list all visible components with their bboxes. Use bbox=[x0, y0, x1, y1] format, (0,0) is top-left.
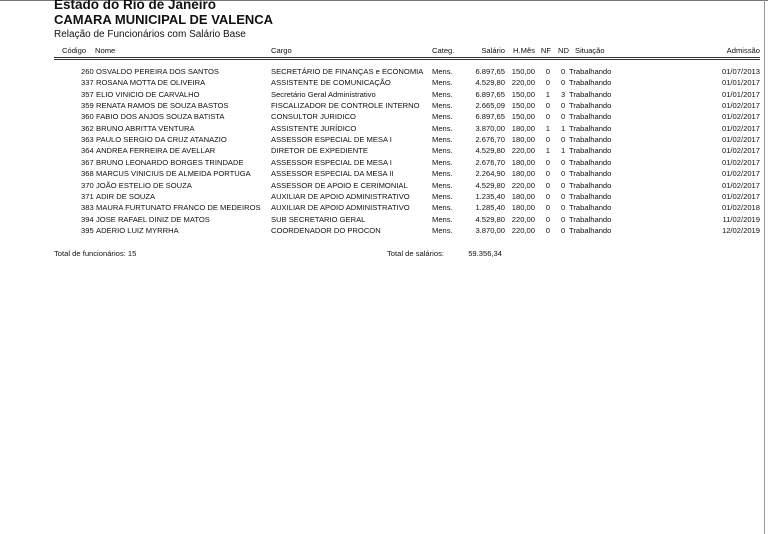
employee-nf: 0 bbox=[545, 135, 550, 145]
employee-categ: Mens. bbox=[432, 214, 453, 224]
col-nf: NF bbox=[540, 46, 551, 55]
employee-code: 370 bbox=[81, 180, 94, 190]
employee-situacao: Trabalhando bbox=[569, 101, 612, 111]
employee-hmes: 180,00 bbox=[511, 169, 535, 179]
employee-code: 362 bbox=[81, 123, 94, 133]
employee-situacao: Trabalhando bbox=[569, 78, 612, 88]
employee-nd: 0 bbox=[561, 225, 566, 235]
employee-nf: 1 bbox=[545, 146, 550, 156]
employee-hmes: 220,00 bbox=[511, 146, 535, 156]
employee-categ: Mens. bbox=[432, 101, 453, 111]
employee-code: 394 bbox=[81, 214, 94, 224]
employee-salario: 2.676,70 bbox=[475, 135, 505, 145]
employee-situacao: Trabalhando bbox=[569, 157, 612, 167]
employee-name: OSVALDO PEREIRA DOS SANTOS bbox=[96, 67, 219, 76]
employee-name: BRUNO LEONARDO BORGES TRINDADE bbox=[96, 157, 244, 167]
employee-name: ANDREA FERREIRA DE AVELLAR bbox=[96, 146, 216, 156]
employee-salario: 2.665,09 bbox=[475, 101, 505, 111]
employee-nd: 0 bbox=[561, 180, 566, 190]
employee-name: BRUNO ABRITTA VENTURA bbox=[96, 123, 195, 133]
employee-categ: Mens. bbox=[432, 225, 453, 235]
employee-hmes: 150,00 bbox=[511, 101, 535, 111]
employee-code: 357 bbox=[81, 89, 94, 99]
employee-admissao: 01/02/2017 bbox=[721, 191, 760, 201]
employee-admissao: 01/01/2017 bbox=[721, 78, 760, 88]
table-row bbox=[0, 89, 768, 101]
col-admissao: Admissão bbox=[726, 46, 760, 55]
employee-situacao: Trabalhando bbox=[569, 89, 612, 99]
table-row bbox=[0, 145, 768, 157]
employee-salario: 6.897,65 bbox=[475, 67, 505, 76]
employee-cargo: AUXILIAR DE APOIO ADMINISTRATIVO bbox=[271, 191, 410, 201]
employee-nf: 0 bbox=[545, 225, 550, 235]
employee-admissao: 01/01/2017 bbox=[721, 89, 760, 99]
employee-salario: 4.529,80 bbox=[475, 78, 505, 88]
employee-nd: 0 bbox=[561, 157, 566, 167]
employee-categ: Mens. bbox=[432, 135, 453, 145]
employee-nf: 1 bbox=[545, 89, 550, 99]
employee-nf: 0 bbox=[545, 180, 550, 190]
table-row bbox=[0, 157, 768, 169]
employee-hmes: 180,00 bbox=[511, 135, 535, 145]
employee-cargo: ASSESSOR ESPECIAL DE MESA I bbox=[271, 135, 392, 145]
employee-nf: 0 bbox=[545, 191, 550, 201]
employee-situacao: Trabalhando bbox=[569, 203, 612, 213]
employee-cargo: AUXILIAR DE APOIO ADMINISTRATIVO bbox=[271, 203, 410, 213]
employee-cargo: ASSESSOR ESPECIAL DA MESA II bbox=[271, 169, 394, 179]
employee-cargo: ASSESSOR DE APOIO E CERIMONIAL bbox=[271, 180, 408, 190]
employee-categ: Mens. bbox=[432, 169, 453, 179]
employee-situacao: Trabalhando bbox=[569, 67, 612, 76]
employee-nf: 0 bbox=[545, 101, 550, 111]
employee-name: MAURA FURTUNATO FRANCO DE MEDEIROS bbox=[96, 203, 261, 213]
table-row bbox=[0, 191, 768, 203]
employee-nd: 1 bbox=[561, 146, 566, 156]
employee-situacao: Trabalhando bbox=[569, 214, 612, 224]
employee-nf: 0 bbox=[545, 214, 550, 224]
employee-name: RENATA RAMOS DE SOUZA BASTOS bbox=[96, 101, 229, 111]
employee-situacao: Trabalhando bbox=[569, 135, 612, 145]
employee-categ: Mens. bbox=[432, 191, 453, 201]
employee-categ: Mens. bbox=[432, 180, 453, 190]
table-row bbox=[0, 100, 768, 112]
employee-code: 367 bbox=[81, 157, 94, 167]
employee-hmes: 180,00 bbox=[511, 157, 535, 167]
employee-nd: 0 bbox=[561, 101, 566, 111]
employee-admissao: 01/02/2018 bbox=[721, 203, 760, 213]
employee-situacao: Trabalhando bbox=[569, 191, 612, 201]
employee-cargo: Secretário Geral Administrativo bbox=[271, 89, 376, 99]
table-row bbox=[0, 202, 768, 214]
employee-code: 360 bbox=[81, 112, 94, 122]
employee-admissao: 12/02/2019 bbox=[721, 225, 760, 235]
employee-nd: 0 bbox=[561, 169, 566, 179]
employee-salario: 3.870,00 bbox=[475, 123, 505, 133]
table-row bbox=[0, 134, 768, 146]
col-salario: Salário bbox=[481, 46, 505, 55]
employee-hmes: 220,00 bbox=[511, 78, 535, 88]
employee-salario: 1.285,40 bbox=[475, 203, 505, 213]
employee-hmes: 150,00 bbox=[511, 89, 535, 99]
employee-nd: 0 bbox=[561, 203, 566, 213]
employee-cargo: ASSISTENTE JURÍDICO bbox=[271, 123, 357, 133]
employee-hmes: 180,00 bbox=[511, 191, 535, 201]
employee-nd: 0 bbox=[561, 112, 566, 122]
employee-admissao: 01/02/2017 bbox=[721, 157, 760, 167]
employee-hmes: 180,00 bbox=[511, 203, 535, 213]
employee-salario: 4.529,80 bbox=[475, 214, 505, 224]
col-cargo: Cargo bbox=[271, 46, 292, 55]
employee-name: JOSE RAFAEL DINIZ DE MATOS bbox=[96, 214, 210, 224]
table-row bbox=[0, 111, 768, 123]
report-footer bbox=[0, 248, 768, 260]
employee-cargo: ASSESSOR ESPECIAL DE MESA I bbox=[271, 157, 392, 167]
total-salary-label: Total de salários: bbox=[387, 249, 444, 258]
employee-code: 395 bbox=[81, 225, 94, 235]
employee-hmes: 180,00 bbox=[511, 123, 535, 133]
employee-name: ROSANA MOTTA DE OLIVEIRA bbox=[96, 78, 206, 88]
employee-nf: 0 bbox=[545, 112, 550, 122]
employee-salario: 2.676,70 bbox=[475, 157, 505, 167]
employee-nd: 0 bbox=[561, 67, 566, 76]
col-nome: Nome bbox=[95, 46, 116, 55]
employee-code: 371 bbox=[81, 191, 94, 201]
organization-heading: CAMARA MUNICIPAL DE VALENCA bbox=[54, 12, 274, 27]
employee-admissao: 01/02/2017 bbox=[721, 135, 760, 145]
employee-admissao: 01/02/2017 bbox=[721, 146, 760, 156]
employee-code: 260 bbox=[81, 67, 94, 76]
employee-categ: Mens. bbox=[432, 146, 453, 156]
employee-nf: 0 bbox=[545, 169, 550, 179]
employee-code: 364 bbox=[81, 146, 94, 156]
total-salary-value: 59.356,34 bbox=[468, 249, 502, 258]
employee-name: ELIO VINICIO DE CARVALHO bbox=[96, 89, 200, 99]
employee-nd: 1 bbox=[561, 123, 566, 133]
table-row bbox=[0, 180, 768, 192]
employee-situacao: Trabalhando bbox=[569, 123, 612, 133]
employee-salario: 4.529,80 bbox=[475, 146, 505, 156]
employee-admissao: 01/02/2017 bbox=[721, 101, 760, 111]
employee-hmes: 220,00 bbox=[511, 214, 535, 224]
employee-nd: 3 bbox=[561, 89, 566, 99]
header-rule-top bbox=[54, 57, 760, 58]
header-rule-bottom bbox=[54, 59, 760, 60]
employee-cargo: CONSULTOR JURIDICO bbox=[271, 112, 356, 122]
employee-admissao: 01/02/2017 bbox=[721, 123, 760, 133]
employee-code: 363 bbox=[81, 135, 94, 145]
employee-cargo: FISCALIZADOR DE CONTROLE INTERNO bbox=[271, 101, 420, 111]
employee-name: ADERIO LUIZ MYRRHA bbox=[96, 225, 179, 235]
table-row bbox=[0, 225, 768, 237]
table-row bbox=[0, 214, 768, 226]
employee-categ: Mens. bbox=[432, 78, 453, 88]
col-hmes: H.Mês bbox=[513, 46, 535, 55]
employee-nd: 0 bbox=[561, 214, 566, 224]
employee-name: FABIO DOS ANJOS SOUZA BATISTA bbox=[96, 112, 225, 122]
table-row bbox=[0, 168, 768, 180]
employee-hmes: 150,00 bbox=[511, 112, 535, 122]
report-title: Relação de Funcionários com Salário Base bbox=[54, 29, 246, 40]
table-header bbox=[0, 45, 768, 57]
employee-admissao: 01/02/2017 bbox=[721, 169, 760, 179]
employee-nd: 0 bbox=[561, 135, 566, 145]
employee-name: PAULO SERGIO DA CRUZ ATANAZIO bbox=[96, 135, 227, 145]
employee-nd: 0 bbox=[561, 78, 566, 88]
employee-situacao: Trabalhando bbox=[569, 146, 612, 156]
employee-hmes: 220,00 bbox=[511, 225, 535, 235]
employee-salario: 6.897,65 bbox=[475, 89, 505, 99]
employee-nf: 0 bbox=[545, 78, 550, 88]
employee-nf: 0 bbox=[545, 203, 550, 213]
employee-salario: 4.529,80 bbox=[475, 180, 505, 190]
employee-situacao: Trabalhando bbox=[569, 112, 612, 122]
employee-salario: 6.897,65 bbox=[475, 112, 505, 122]
employee-nf: 1 bbox=[545, 123, 550, 133]
employee-cargo: SUB SECRETARIO GERAL bbox=[271, 214, 366, 224]
employee-name: JOÃO ESTELIO DE SOUZA bbox=[96, 180, 192, 190]
employee-categ: Mens. bbox=[432, 157, 453, 167]
state-heading: Estado do Rio de Janeiro bbox=[54, 0, 217, 12]
col-situacao: Situação bbox=[575, 46, 605, 55]
employee-name: ADIR DE SOUZA bbox=[96, 191, 156, 201]
employee-code: 383 bbox=[81, 203, 94, 213]
employee-categ: Mens. bbox=[432, 67, 453, 76]
col-codigo: Código bbox=[62, 46, 87, 55]
employee-code: 359 bbox=[81, 101, 94, 111]
employee-cargo: COORDENADOR DO PROCON bbox=[271, 225, 381, 235]
employee-admissao: 01/02/2017 bbox=[721, 180, 760, 190]
employee-categ: Mens. bbox=[432, 89, 453, 99]
col-nd: ND bbox=[558, 46, 569, 55]
employee-cargo: ASSISTENTE DE COMUNICAÇÃO bbox=[271, 78, 391, 88]
table-row bbox=[0, 123, 768, 135]
employee-categ: Mens. bbox=[432, 123, 453, 133]
employee-salario: 1.235,40 bbox=[475, 191, 505, 201]
col-categ: Categ. bbox=[432, 46, 455, 55]
employee-salario: 2.264,90 bbox=[475, 169, 505, 179]
employee-situacao: Trabalhando bbox=[569, 180, 612, 190]
employee-hmes: 220,00 bbox=[511, 180, 535, 190]
employee-admissao: 01/02/2017 bbox=[721, 112, 760, 122]
employee-admissao: 11/02/2019 bbox=[722, 214, 760, 224]
table-row bbox=[0, 66, 768, 78]
employee-situacao: Trabalhando bbox=[569, 169, 612, 179]
employee-salario: 3.870,00 bbox=[475, 225, 505, 235]
employee-code: 337 bbox=[81, 78, 94, 88]
employee-nd: 0 bbox=[561, 191, 566, 201]
employee-categ: Mens. bbox=[432, 203, 453, 213]
employee-code: 368 bbox=[81, 169, 94, 179]
employee-situacao: Trabalhando bbox=[569, 225, 612, 235]
employee-hmes: 150,00 bbox=[511, 67, 535, 76]
employee-categ: Mens. bbox=[432, 112, 453, 122]
table-row bbox=[0, 77, 768, 89]
employee-cargo: SECRETÁRIO DE FINANÇAS e ECONOMIA bbox=[271, 67, 424, 76]
total-employees-label: Total de funcionários: 15 bbox=[54, 249, 137, 258]
employee-name: MARCUS VINICIUS DE ALMEIDA PORTUGA bbox=[96, 169, 251, 179]
employee-nf: 0 bbox=[545, 157, 550, 167]
employee-admissao: 01/07/2013 bbox=[721, 67, 760, 76]
employee-nf: 0 bbox=[545, 67, 550, 76]
employee-cargo: DIRETOR DE EXPEDIENTE bbox=[271, 146, 368, 156]
